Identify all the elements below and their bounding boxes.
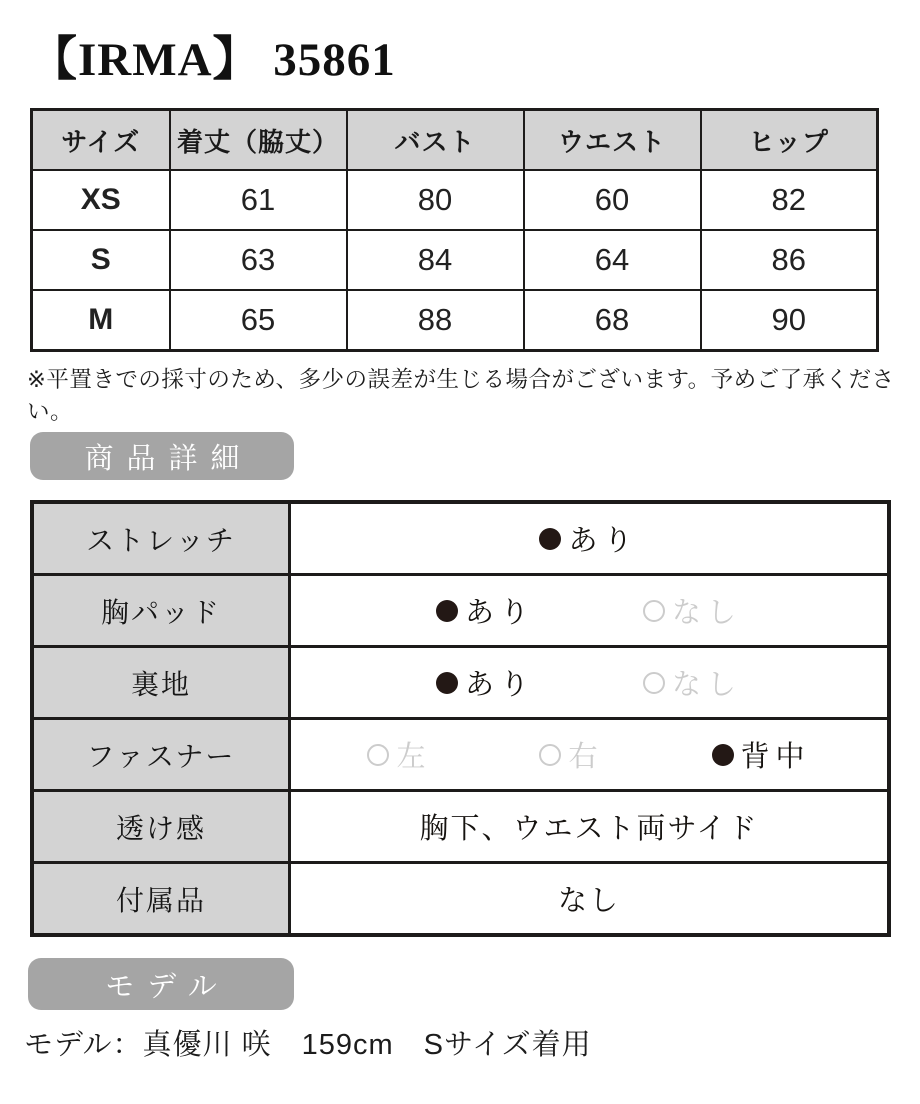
size-table-header-cell: ヒップ [701,110,878,171]
size-table-row [32,230,878,290]
details-row-label: 透け感 [32,791,290,863]
options-group [291,734,887,775]
model-info: モデル：真優川 咲 159cm Sサイズ着用 [24,1029,592,1061]
option-label: なし [672,669,743,701]
size-value-cell: 65 [170,290,347,351]
section-details-badge [30,432,294,480]
option-label: 背中 [740,741,811,773]
option-label: なし [672,597,743,629]
details-row [32,863,889,936]
section-model-label: モデル [105,970,230,1003]
option-selected [712,734,811,775]
details-value-text: 胸下、ウエスト両サイド [419,813,759,845]
option-label: あり [464,597,535,629]
empty-circle-icon [539,744,561,766]
details-row-value [290,502,890,575]
option-unselected [539,734,603,775]
option-selected [539,518,638,559]
option-label: あり [464,669,535,701]
options-group [291,518,887,559]
size-value-cell: 68 [524,290,701,351]
size-table-row [32,170,878,230]
details-table-body [32,502,889,935]
details-row [32,502,889,575]
option-label: 左 [396,741,432,773]
page-title: 【IRMA】 35861 [30,34,396,86]
details-row [32,575,889,647]
size-table-header-cell: バスト [347,110,524,171]
size-name-cell: M [32,290,170,351]
size-value-cell: 64 [524,230,701,290]
measurement-note: ※平置きでの採寸のため、多少の誤差が生じる場合がございます。予めご了承ください。 [27,367,895,424]
empty-circle-icon [643,600,665,622]
details-row [32,719,889,791]
size-name-cell: XS [32,170,170,230]
size-value-cell: 90 [701,290,878,351]
section-details-label: 商品詳細 [84,442,253,475]
option-unselected [367,734,431,775]
size-table-head [32,110,878,171]
size-table-header-cell: サイズ [32,110,170,171]
option-unselected [643,662,742,703]
size-value-cell: 84 [347,230,524,290]
size-value-cell: 61 [170,170,347,230]
option-selected [436,662,535,703]
details-row [32,647,889,719]
option-unselected [643,590,742,631]
size-value-cell: 82 [701,170,878,230]
options-group [291,590,887,631]
filled-circle-icon [436,672,458,694]
option-label: 右 [568,741,604,773]
section-model-badge [28,958,294,1010]
size-name-cell: S [32,230,170,290]
empty-circle-icon [643,672,665,694]
details-row-value [290,719,890,791]
details-row-value [290,647,890,719]
size-value-cell: 60 [524,170,701,230]
size-value-cell: 88 [347,290,524,351]
empty-circle-icon [367,744,389,766]
filled-circle-icon [539,528,561,550]
details-row-value [290,575,890,647]
details-table [30,500,891,937]
filled-circle-icon [436,600,458,622]
size-value-cell: 86 [701,230,878,290]
options-group [291,662,887,703]
details-row-label: 胸パッド [32,575,290,647]
option-selected [436,590,535,631]
details-row-label: ファスナー [32,719,290,791]
details-row-label: 付属品 [32,863,290,936]
details-value-text: なし [557,885,620,917]
size-table-row [32,290,878,351]
details-row-value [290,791,890,863]
details-row-label: 裏地 [32,647,290,719]
size-table [30,108,879,352]
details-row-label: ストレッチ [32,502,290,575]
option-label: あり [568,525,639,557]
details-row-value [290,863,890,936]
size-table-header-cell: ウエスト [524,110,701,171]
size-value-cell: 80 [347,170,524,230]
size-table-body [32,170,878,351]
size-table-header-row [32,110,878,171]
details-row [32,791,889,863]
size-value-cell: 63 [170,230,347,290]
filled-circle-icon [712,744,734,766]
size-table-header-cell: 着丈（脇丈） [170,110,347,171]
